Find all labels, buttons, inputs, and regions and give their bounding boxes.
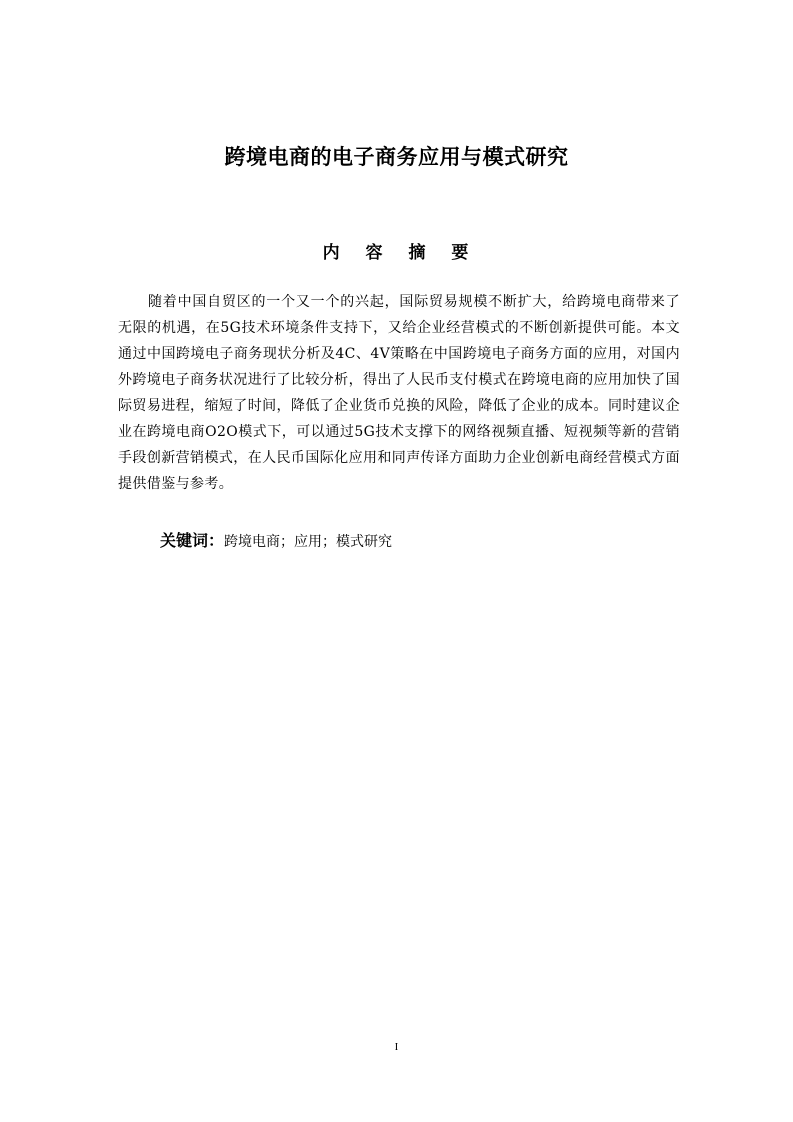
- page-number: I: [394, 1041, 399, 1053]
- abstract-heading: 内 容 摘 要: [322, 243, 479, 263]
- keywords-text: 跨境电商；应用；模式研究: [224, 534, 393, 550]
- keywords-line: [160, 528, 680, 555]
- abstract-paragraph: 随着中国自贸区的一个又一个的兴起，国际贸易规模不断扩大，给跨境电商带来了无限的机遇，在5G技术环境条件支持下，又给企业经营模式的不断创新提供可能。本文通过中国跨境电子商务现状分析及4C、4V策略在中国跨境电子商务方面的应用，对国内外跨境电子商务状况进行了比较分析，得出了人民币支付模式在跨境电商的应用加快了国际贸易进程，缩短了时间，降低了企业货币兑换的风险，降低了企业的成本。同时建议企业在跨境电商O2O模式下，可以通过5G技术支撑下的网络视频直播、短视频等新的营销手段创新营销模式，在人民币国际化应用和同声传译方面助力企业创新电商经营模式方面提供借鉴与参考。: [118, 294, 680, 492]
- keywords-label: 关键词：: [160, 531, 225, 550]
- document-title: 跨境电商的电子商务应用与模式研究: [224, 145, 569, 169]
